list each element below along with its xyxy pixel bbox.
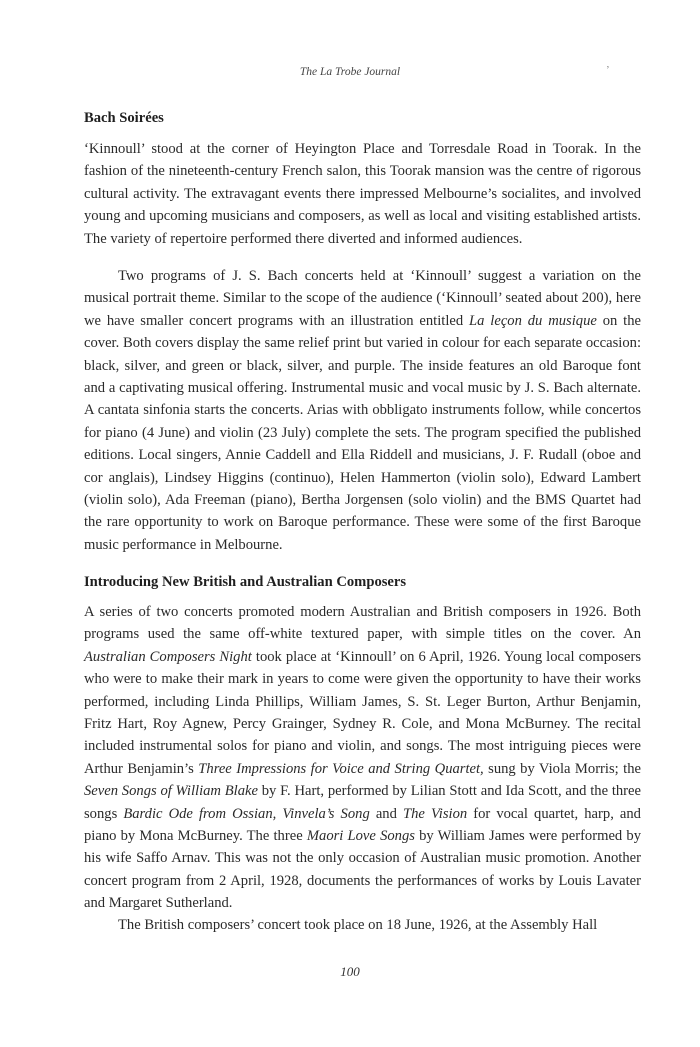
text-run: ‘Kinnoull’ stood at the corner of Heyington Place and Torresdale Road in Toorak. In the fashion of the nineteenth-century French salon, this Toorak mansion was the centre of rigorous cultural activity. The extravagant events there impressed Melbourne’s socialites, and involved young and upcoming musicians and composers, as well as local and visiting established artists. The variety of repertoire performed there diverted and informed audiences. — [84, 141, 641, 247]
italic-title: Australian Composers Night — [84, 648, 252, 665]
section-heading-composers: Introducing New British and Australian Composers — [84, 574, 407, 590]
text-run: took place at ‘Kinnoull’ on 6 April, 1926. Young local composers who were to make their mark in years to come were given the opportunity to have their works performed, including Linda Phillips, William James, S. St. Leger Burton, Arthur Benjamin, Fritz Hart, Roy Agnew, Percy Grainger, Sydney R. Cole, and Mona McBurney. The recital included instrumental solos for piano and violin, and songs. The most intriguing pieces were Arthur Benjamin’s — [84, 648, 642, 777]
page-number: 100 — [340, 964, 360, 979]
section-heading-bach-soirees: Bach Soirées — [84, 110, 164, 126]
running-head: The La Trobe Journal — [299, 66, 401, 78]
italic-title: Seven Songs of William Blake — [84, 783, 258, 800]
italic-title: Maori Love Songs — [306, 828, 415, 845]
text-run: by William James were performed by his wife Saffo Arnav. This was not the only occasion of Australian music promotion. Another concert program from 2 April, 1928, documents the performances of works by Louis Lavater and Margaret Sutherland. — [84, 828, 641, 912]
text-run: for vocal quartet, harp, and piano by Mona McBurney. The three — [84, 805, 641, 845]
italic-title: The Vision — [402, 805, 468, 822]
paragraph — [84, 265, 641, 556]
paragraph — [84, 138, 641, 250]
text-run: A series of two concerts promoted modern Australian and British composers in 1926. Both programs used the same off-white textured paper, with simple titles on the cover. An — [84, 604, 641, 643]
text-run: by F. Hart, performed by Lilian Stott and Ida Scott, and the three songs — [84, 783, 641, 822]
text-run: Two programs of J. S. Bach concerts held at ‘Kinnoull’ suggest a variation on the musical portrait theme. Similar to the scope of the audience (‘Kinnoull’ seated about 200), here we have smaller concert programs with an illustration entitled — [84, 268, 641, 329]
text-run: The British composers’ concert took place on 18 June, 1926, at the Assembly Hall — [118, 917, 598, 933]
text-run: sung by Viola Morris; the — [483, 760, 641, 777]
italic-title: Bardic Ode from Ossian, Vinvela’s Song — [123, 805, 370, 822]
text-run: on the cover. Both covers display the same relief print but varied in colour for each separate occasion: black, silver, and green or black, silver, and purple. The inside features an old Baroque font and a captivating musical offering. Instrumental music and vocal music by J. S. Bach alternate. A cantata sinfonia starts the concerts. Arias with obbligato instruments follow, while concertos for piano (4 June) and violin (23 July) complete the sets. The program specified the published editions. Local singers, Annie Caddell and Ella Riddell and musicians, J. F. Rudall (oboe and cor anglais), Lindsey Higgins (continuo), Helen Hammerton (violin solo), Edward Lambert (violin solo), Ada Freeman (piano), Bertha Jorgensen (solo violin) and the BMS Quartet had the rare opportunity to work on Baroque performance. These were some of the first Baroque music performance in Melbourne. — [84, 312, 641, 553]
italic-title: Three Impressions for Voice and String Quartet, — [198, 760, 484, 777]
paragraph — [84, 914, 641, 936]
margin-mark: ʼ — [606, 64, 610, 76]
italic-title: La leçon du musique — [469, 312, 597, 329]
paragraph — [84, 601, 641, 915]
text-run: and — [369, 805, 403, 822]
